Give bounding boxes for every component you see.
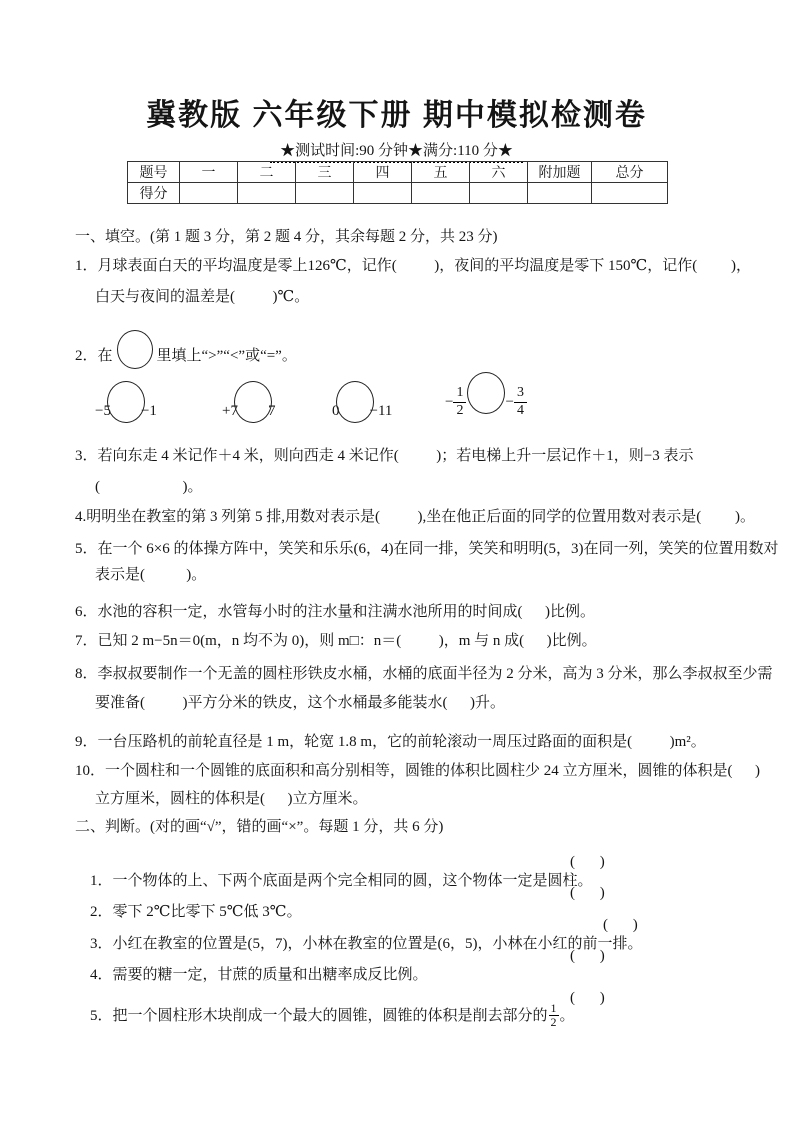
score-empty-cell [238,183,296,204]
fraction-sign: − [445,393,454,410]
q1-line2: 白天与夜间的温差是( )℃。 [95,289,310,305]
judge-text: 3．小红在教室的位置是(5，7)，小林在教室的位置是(6，5)，小林在小红的前一排。 [90,936,643,952]
left-number: −5 [95,403,111,419]
judge-text: 5．把一个圆柱形木块削成一个最大的圆锥，圆锥的体积是削去部分的 [90,1008,548,1025]
score-table-cell: 总分 [592,162,668,183]
score-table [127,161,668,204]
right-number: −1 [140,403,157,419]
q10-line2: 立方厘米，圆柱的体积是( )立方厘米。 [95,791,368,807]
denominator: 4 [516,402,524,418]
comparison-item-4 [445,381,527,423]
score-empty-cell [354,183,412,204]
score-table-cell: 四 [354,162,412,183]
q8-line1: 8．李叔叔要制作一个无盖的圆柱形铁皮水桶，水桶的底面半径为 2 分米，高为 3 分米，那么李叔叔至少需 [75,666,773,682]
score-table-cell: 附加题 [528,162,592,183]
numerator: 1 [550,1001,557,1015]
fraction [549,1002,559,1029]
q1-line1: 1．月球表面白天的平均温度是零上126℃，记作( )，夜间的平均温度是零下 150℃，记作( )， [75,258,752,274]
score-table-cell: 题号 [128,162,180,183]
answer-blank: ( ) [570,854,607,870]
comparison-item-1 [95,381,157,421]
left-fraction [445,385,466,418]
blank-circle [234,381,272,423]
fraction [453,385,466,418]
score-table-cell: 六 [470,162,528,183]
q2-suffix: 里填上“>”“<”或“=”。 [156,348,297,364]
q6-line: 6．水池的容积一定，水管每小时的注水量和注满水池所用的时间成( )比例。 [75,604,595,620]
score-empty-cell [528,183,592,204]
q4-line: 4.明明坐在教室的第 3 列第 5 排,用数对表示是( ),坐在他正后面的同学的位置用数对表示是( )。 [75,509,755,525]
blank-circle [336,381,374,423]
fraction-sign: − [505,393,514,410]
subtitle-wrap [0,139,793,163]
q9-line: 9．一台压路机的前轮直径是 1 m，轮宽 1.8 m，它的前轮滚动一周压过路面的面积是( )m²。 [75,734,706,750]
q3-line1: 3．若向东走 4 米记作＋4 米，则向西走 4 米记作( )；若电梯上升一层记作＋1，则−3 表示 [75,448,694,464]
right-number: −11 [369,403,393,419]
score-table-cell: 一 [180,162,238,183]
score-row-label: 得分 [128,183,180,204]
denominator: 2 [456,402,464,418]
left-number: +7 [222,403,238,419]
judge-item-5 [75,984,607,1068]
answer-blank: ( ) [570,990,607,1006]
answer-blank: ( ) [603,917,640,933]
answer-blank: ( ) [570,885,607,901]
blank-circle [117,330,153,369]
score-empty-cell [180,183,238,204]
comparison-item-3 [332,381,392,421]
q2-prefix: 2．在 [75,348,113,364]
right-number: 7 [267,403,276,419]
q5-line2: 表示是( )。 [95,567,207,583]
score-empty-cell [592,183,668,204]
q5-line1: 5．在一个 6×6 的体操方阵中，笑笑和乐乐(6，4)在同一排，笑笑和明明(5，3)在同一列，笑笑的位置用数对 [75,541,779,557]
numerator: 3 [514,385,527,402]
blank-circle [467,372,505,414]
fraction [514,385,527,418]
section2-heading: 二、判断。(对的画“√”，错的画“×”。每题 1 分，共 6 分) [75,819,444,835]
judge-text: 4．需要的糖一定，甘蔗的质量和出糖率成反比例。 [90,967,428,983]
blank-circle [107,381,145,423]
q10-line1: 10．一个圆柱和一个圆锥的底面积和高分别相等，圆锥的体积比圆柱少 24 立方厘米，圆锥的体积是( ) [75,763,760,779]
judge-text: 1．一个物体的上、下两个底面是两个完全相同的圆，这个物体一定是圆柱。 [90,873,593,889]
score-empty-cell [412,183,470,204]
answer-blank: ( ) [570,948,607,964]
judge-text: 2．零下 2℃比零下 5℃低 3℃。 [90,904,302,920]
exam-info-line: ★测试时间:90 分钟★满分:110 分★ [270,139,523,163]
judge-text-end: 。 [559,1008,575,1025]
q2-intro-line [75,328,297,366]
left-number: 0 [332,403,340,419]
q7-line: 7．已知 2 m−5n＝0(m，n 均不为 0)，则 m□：n＝( )，m 与 n 成( )比例。 [75,633,597,649]
score-table-cell: 二 [238,162,296,183]
score-table-score-row [128,183,668,204]
score-empty-cell [296,183,354,204]
denominator: 2 [550,1015,557,1030]
q8-line2: 要准备( )平方分米的铁皮，这个水桶最多能装水( )升。 [95,695,505,711]
page-title: 冀教版 六年级下册 期中模拟检测卷 [146,99,647,132]
score-table-cell: 三 [296,162,354,183]
score-table-header-row [128,162,668,183]
score-table-cell: 五 [412,162,470,183]
numerator: 1 [453,385,466,402]
section1-heading: 一、填空。(第 1 题 3 分，第 2 题 4 分，其余每题 2 分，共 23 分) [75,229,498,245]
comparison-item-2 [222,381,275,421]
q3-line2: ( )。 [95,479,203,495]
right-fraction [505,385,526,418]
score-empty-cell [470,183,528,204]
